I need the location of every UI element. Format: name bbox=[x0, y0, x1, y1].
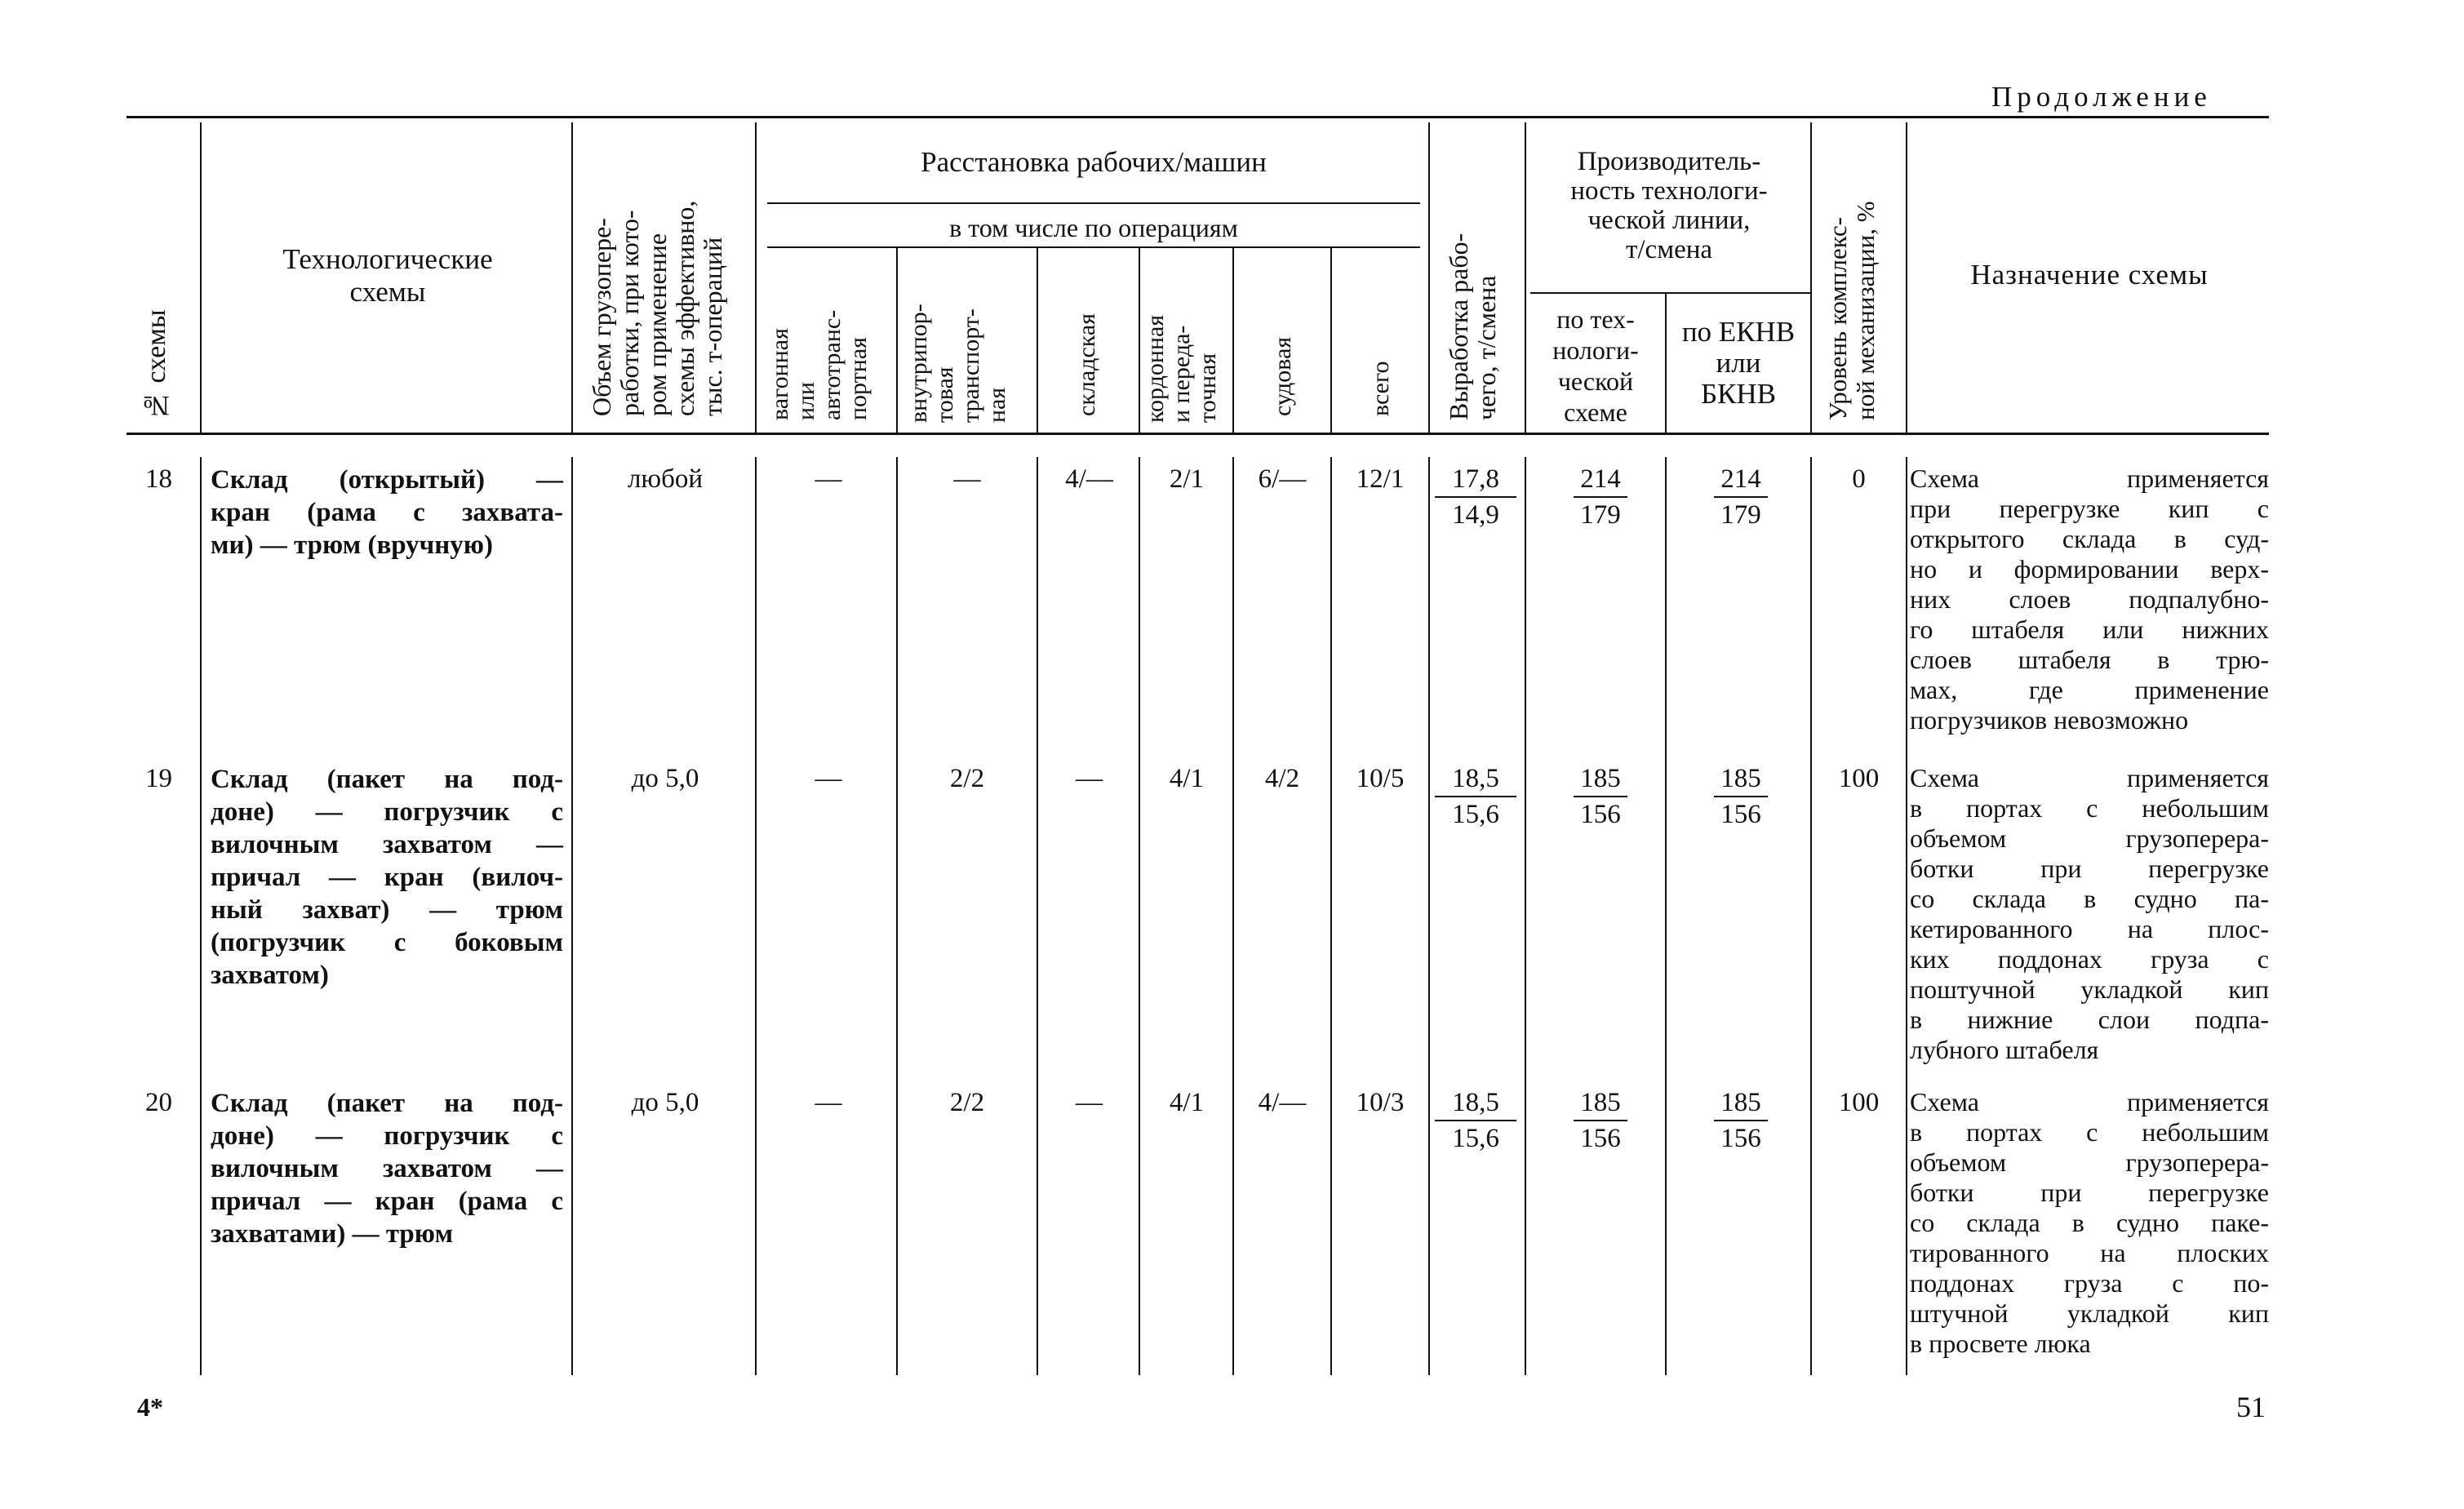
fraction-denominator: 156 bbox=[1580, 1124, 1621, 1153]
row-purpose bbox=[1910, 1087, 2269, 1359]
cell-cordon: 2/1 bbox=[1169, 464, 1205, 494]
scheme-line: доне) — погрузчик с bbox=[211, 797, 563, 827]
cell-cordon: 4/1 bbox=[1169, 1088, 1205, 1117]
header-ship: судовая bbox=[1269, 336, 1296, 416]
col-divider-10 bbox=[1525, 122, 1526, 433]
cell-internal: — bbox=[953, 464, 981, 494]
cell-volume: до 5,0 bbox=[631, 1088, 699, 1117]
purpose-line: со склада в судно паке- bbox=[1910, 1208, 2269, 1237]
scheme-line: ный захват) — трюм bbox=[211, 895, 563, 925]
fraction-denominator: 156 bbox=[1720, 1124, 1761, 1153]
scheme-line: причал — кран (вилоч- bbox=[211, 863, 563, 892]
fraction-denominator: 14,9 bbox=[1452, 500, 1499, 530]
cell-warehouse: 4/— bbox=[1065, 464, 1113, 494]
purpose-line: в нижние слои подпа- bbox=[1910, 1005, 2269, 1034]
header-productivity: Производитель- ность технологи- ческой линии, т/смена bbox=[1570, 147, 1768, 264]
purpose-line: го штабеля или нижних bbox=[1910, 615, 2269, 644]
purpose-line: мах, где применение bbox=[1910, 675, 2269, 704]
row-scheme bbox=[211, 464, 563, 561]
header-cordon: кордонная и переда- точная bbox=[1142, 314, 1221, 423]
row-purpose bbox=[1910, 464, 2269, 735]
cell-wagon: — bbox=[815, 1088, 842, 1117]
fraction-denominator: 15,6 bbox=[1452, 1124, 1499, 1153]
page-number: 51 bbox=[2236, 1391, 2266, 1423]
purpose-line: поштучной укладкой кип bbox=[1910, 974, 2269, 1004]
header-output: Выработка рабо- чего, т/смена bbox=[1444, 233, 1501, 420]
cell-ship: 6/— bbox=[1258, 464, 1307, 494]
cell-eknv-fraction bbox=[1714, 464, 1768, 530]
cell-cordon: 4/1 bbox=[1169, 764, 1205, 793]
header-volume: Объем грузопере- работки, при кото- ром применение схемы эффективно, тыс. т-операций bbox=[587, 200, 727, 416]
placement-subrule bbox=[767, 202, 1420, 204]
header-including: в том числе по операциям bbox=[949, 213, 1238, 242]
purpose-line: погрузчиков невозможно bbox=[1910, 705, 2189, 735]
cell-output-fraction bbox=[1435, 763, 1516, 830]
cell-volume: до 5,0 bbox=[631, 764, 699, 793]
body-divider-1 bbox=[200, 457, 202, 1375]
scheme-line: (погрузчик с боковым bbox=[211, 928, 563, 957]
productivity-subrule bbox=[1530, 292, 1812, 294]
header-mechanization: Уровень комплекс- ной механизации, % bbox=[1823, 201, 1880, 420]
col-divider-5 bbox=[1037, 246, 1038, 433]
purpose-line: со склада в судно па- bbox=[1910, 884, 2269, 913]
row-purpose bbox=[1910, 763, 2269, 1065]
cell-warehouse: — bbox=[1076, 764, 1103, 793]
cell-mech: 100 bbox=[1838, 1088, 1880, 1117]
header-bottom-rule bbox=[127, 433, 2269, 435]
purpose-line: штучной укладкой кип bbox=[1910, 1298, 2269, 1328]
cell-total: 10/3 bbox=[1356, 1088, 1405, 1117]
col-divider-4 bbox=[896, 246, 898, 433]
fraction-denominator: 156 bbox=[1720, 800, 1761, 829]
body-divider-8 bbox=[1330, 457, 1332, 1375]
purpose-line: кетированного на плос- bbox=[1910, 914, 2269, 943]
cell-volume: любой bbox=[627, 464, 704, 494]
header-by-eknv: по ЕКНВ или БКНВ bbox=[1681, 316, 1796, 410]
cell-ship: 4/— bbox=[1258, 1088, 1307, 1117]
header-purpose: Назначение схемы bbox=[1970, 259, 2209, 291]
col-divider-12 bbox=[1810, 122, 1812, 433]
header-num: № схемы bbox=[141, 309, 171, 420]
scheme-line: Склад (пакет на под- bbox=[211, 1089, 563, 1118]
scheme-line: Склад (открытый) — bbox=[211, 465, 563, 495]
body-divider-4 bbox=[896, 457, 898, 1375]
scheme-line: причал — кран (рама с bbox=[211, 1187, 563, 1216]
cell-mech: 100 bbox=[1838, 764, 1880, 793]
cell-eknv-fraction bbox=[1714, 763, 1768, 830]
row-number: 18 bbox=[145, 464, 172, 494]
cell-output-fraction bbox=[1435, 464, 1516, 530]
fraction-numerator: 18,5 bbox=[1435, 1087, 1516, 1121]
cell-internal: 2/2 bbox=[949, 764, 985, 793]
fraction-numerator: 185 bbox=[1714, 763, 1768, 797]
scheme-line: доне) — погрузчик с bbox=[211, 1121, 563, 1151]
col-divider-1 bbox=[200, 122, 202, 433]
cell-mech: 0 bbox=[1852, 464, 1866, 494]
purpose-line: в просвете люка bbox=[1910, 1329, 2091, 1358]
cell-prod-fraction bbox=[1574, 763, 1627, 830]
body-divider-2 bbox=[571, 457, 573, 1375]
fraction-numerator: 214 bbox=[1714, 464, 1768, 498]
purpose-line: Схема применяется bbox=[1910, 464, 2269, 493]
continuation-label: Продолжение bbox=[1991, 81, 2212, 113]
fraction-denominator: 179 bbox=[1580, 500, 1621, 530]
scheme-line: вилочным захватом — bbox=[211, 830, 563, 859]
purpose-line: при перегрузке кип с bbox=[1910, 494, 2269, 523]
purpose-line: в портах с небольшим bbox=[1910, 793, 2269, 823]
row-scheme bbox=[211, 1087, 563, 1250]
fraction-denominator: 156 bbox=[1580, 800, 1621, 829]
purpose-line: ких поддонах груза с bbox=[1910, 944, 2269, 974]
body-divider-10 bbox=[1525, 457, 1526, 1375]
purpose-line: объемом грузоперера- bbox=[1910, 823, 2269, 853]
purpose-line: них слоев подпалубно- bbox=[1910, 584, 2269, 614]
cell-prod-fraction bbox=[1574, 1087, 1627, 1154]
fraction-denominator: 179 bbox=[1720, 500, 1761, 530]
body-divider-13 bbox=[1906, 457, 1907, 1375]
purpose-line: Схема применяется bbox=[1910, 763, 2269, 792]
table-top-rule bbox=[127, 116, 2269, 118]
header-tech: Технологические схемы bbox=[282, 243, 493, 308]
cell-internal: 2/2 bbox=[949, 1088, 985, 1117]
scheme-line: кран (рама с захвата- bbox=[211, 498, 563, 527]
header-wagon: вагонная или автотранс- портная bbox=[766, 309, 872, 420]
cell-output-fraction bbox=[1435, 1087, 1516, 1154]
col-divider-2 bbox=[571, 122, 573, 433]
header-internal: внутрипор- товая транспорт- ная bbox=[905, 304, 1010, 423]
header-by-scheme: по тех- нологи- ческой схеме bbox=[1552, 304, 1639, 427]
row-number: 20 bbox=[145, 1088, 172, 1117]
purpose-line: но и формировании верх- bbox=[1910, 554, 2269, 584]
fraction-denominator: 15,6 bbox=[1452, 800, 1499, 829]
body-divider-7 bbox=[1232, 457, 1234, 1375]
purpose-line: слоев штабеля в трю- bbox=[1910, 645, 2269, 674]
row-scheme bbox=[211, 763, 563, 992]
scheme-line: захватом) bbox=[211, 961, 329, 990]
header-warehouse: складская bbox=[1073, 313, 1100, 416]
cell-warehouse: — bbox=[1076, 1088, 1103, 1117]
header-total: всего bbox=[1367, 361, 1394, 416]
purpose-line: ботки при перегрузке bbox=[1910, 854, 2269, 883]
cell-eknv-fraction bbox=[1714, 1087, 1768, 1154]
fraction-numerator: 185 bbox=[1574, 763, 1627, 797]
col-divider-6 bbox=[1139, 246, 1140, 433]
cell-wagon: — bbox=[815, 464, 842, 494]
fraction-numerator: 185 bbox=[1574, 1087, 1627, 1121]
body-divider-3 bbox=[755, 457, 757, 1375]
purpose-line: объемом грузоперера- bbox=[1910, 1147, 2269, 1177]
body-divider-6 bbox=[1139, 457, 1140, 1375]
footer-signature: 4* bbox=[137, 1392, 163, 1422]
purpose-line: Схема применяется bbox=[1910, 1087, 2269, 1116]
cell-prod-fraction bbox=[1574, 464, 1627, 530]
cell-ship: 4/2 bbox=[1264, 764, 1300, 793]
col-divider-11 bbox=[1665, 292, 1667, 433]
body-divider-12 bbox=[1810, 457, 1812, 1375]
purpose-line: ботки при перегрузке bbox=[1910, 1178, 2269, 1207]
col-divider-13 bbox=[1906, 122, 1907, 433]
cell-wagon: — bbox=[815, 764, 842, 793]
scheme-line: Склад (пакет на под- bbox=[211, 765, 563, 794]
cell-total: 12/1 bbox=[1356, 464, 1405, 494]
col-divider-3 bbox=[755, 122, 757, 433]
fraction-numerator: 214 bbox=[1574, 464, 1627, 498]
body-divider-9 bbox=[1428, 457, 1430, 1375]
purpose-line: в портах с небольшим bbox=[1910, 1117, 2269, 1147]
fraction-numerator: 185 bbox=[1714, 1087, 1768, 1121]
fraction-numerator: 18,5 bbox=[1435, 763, 1516, 797]
col-divider-9 bbox=[1428, 122, 1430, 433]
purpose-line: лубного штабеля bbox=[1910, 1035, 2099, 1064]
body-divider-11 bbox=[1665, 457, 1667, 1375]
cell-total: 10/5 bbox=[1356, 764, 1405, 793]
header-placement: Расстановка рабочих/машин bbox=[921, 146, 1267, 178]
including-subrule bbox=[767, 246, 1420, 248]
col-divider-8 bbox=[1330, 246, 1332, 433]
scheme-line: вилочным захватом — bbox=[211, 1154, 563, 1183]
purpose-line: тированного на плоских bbox=[1910, 1238, 2269, 1267]
body-divider-5 bbox=[1037, 457, 1038, 1375]
fraction-numerator: 17,8 bbox=[1435, 464, 1516, 498]
purpose-line: открытого склада в суд- bbox=[1910, 524, 2269, 553]
scheme-line: захватами) — трюм bbox=[211, 1219, 454, 1249]
row-number: 19 bbox=[145, 764, 172, 793]
purpose-line: поддонах груза с по- bbox=[1910, 1268, 2269, 1298]
col-divider-7 bbox=[1232, 246, 1234, 433]
scheme-line: ми) — трюм (вручную) bbox=[211, 530, 494, 560]
